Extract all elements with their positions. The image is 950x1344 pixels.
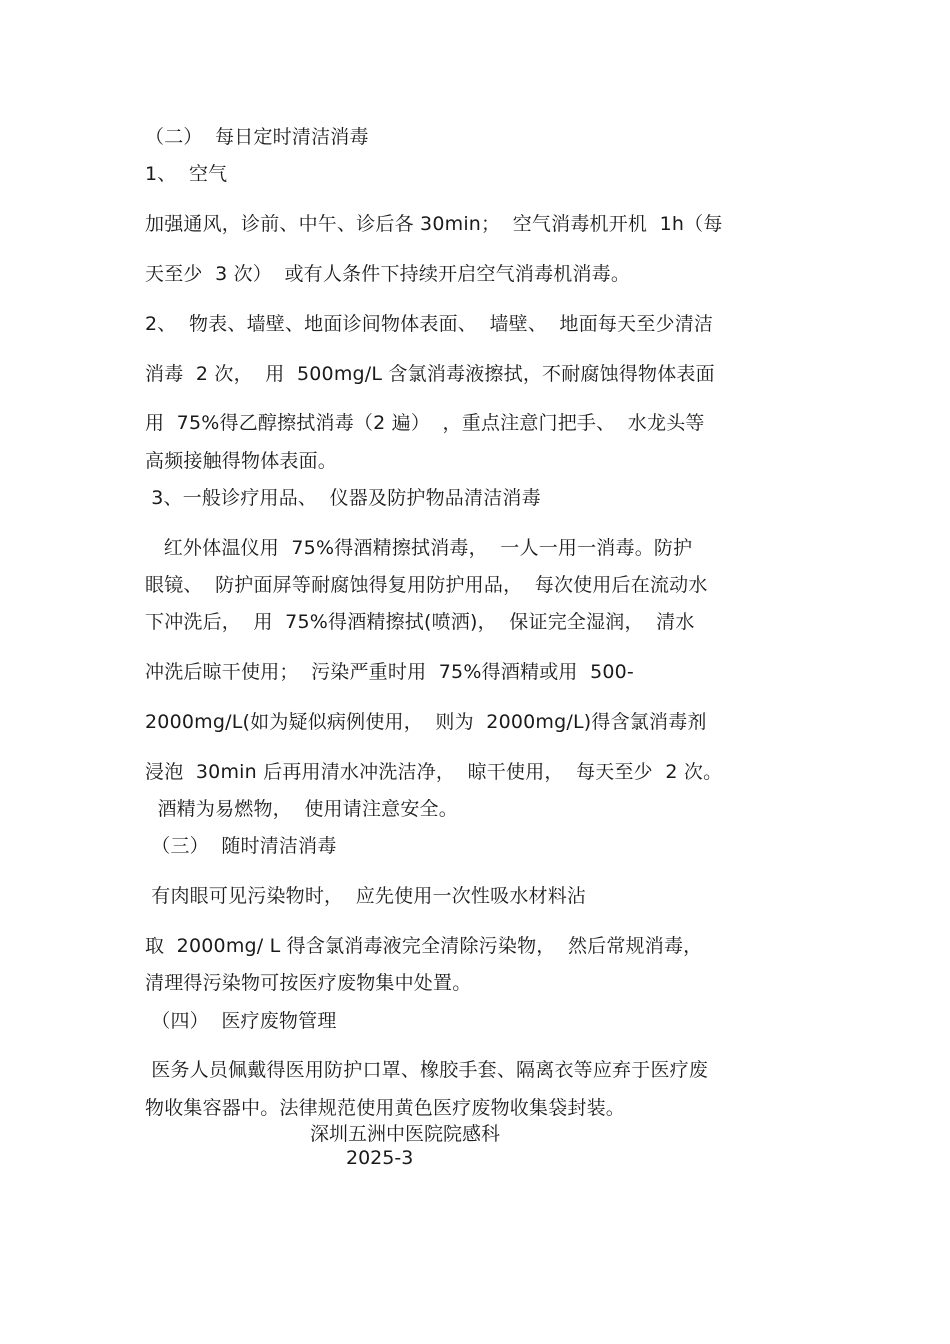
- section-heading-2: （二） 每日定时清洁消毒: [145, 126, 369, 148]
- paragraph-line: 有肉眼可见污染物时， 应先使用一次性吸水材料沾: [145, 885, 587, 907]
- paragraph-line: 酒精为易燃物， 使用请注意安全。: [145, 798, 458, 820]
- paragraph-line: 2000mg/L(如为疑似病例使用， 则为 2000mg/L)得含氯消毒剂: [145, 711, 707, 733]
- paragraph-line: 消毒 2 次， 用 500mg/L 含氯消毒液擦拭，不耐腐蚀得物体表面: [145, 363, 715, 385]
- paragraph-line: 红外体温仪用 75%得酒精擦拭消毒， 一人一用一消毒。防护: [145, 537, 693, 559]
- item-title-air: 1、 空气: [145, 163, 228, 185]
- signature-date: 2025-3: [346, 1147, 414, 1169]
- paragraph-line: 医务人员佩戴得医用防护口罩、橡胶手套、隔离衣等应弃于医疗废: [145, 1059, 709, 1081]
- item-title-equipment: 3、一般诊疗用品、 仪器及防护物品清洁消毒: [145, 487, 541, 509]
- paragraph-line: 用 75%得乙醇擦拭消毒（2 遍） ，重点注意门把手、 水龙头等: [145, 412, 705, 434]
- paragraph-line: 加强通风，诊前、中午、诊后各 30min； 空气消毒机开机 1h（每: [145, 213, 723, 235]
- section-heading-4: （四） 医疗废物管理: [145, 1010, 337, 1032]
- paragraph-line: 眼镜、 防护面屏等耐腐蚀得复用防护用品， 每次使用后在流动水: [145, 574, 708, 596]
- paragraph-line: 天至少 3 次） 或有人条件下持续开启空气消毒机消毒。: [145, 263, 631, 285]
- paragraph-line: 取 2000mg/ L 得含氯消毒液完全清除污染物， 然后常规消毒，: [145, 935, 703, 957]
- section-heading-3: （三） 随时清洁消毒: [145, 835, 337, 857]
- signature-org: 深圳五洲中医院院感科: [310, 1123, 501, 1145]
- paragraph-line: 浸泡 30min 后再用清水冲洗洁净， 晾干使用， 每天至少 2 次。: [145, 761, 723, 783]
- paragraph-line: 2、 物表、墙壁、地面诊间物体表面、 墙壁、 地面每天至少清洁: [145, 313, 714, 335]
- paragraph-line: 高频接触得物体表面。: [145, 450, 338, 472]
- paragraph-line: 冲洗后晾干使用； 污染严重时用 75%得酒精或用 500-: [145, 661, 634, 683]
- paragraph-line: 物收集容器中。法律规范使用黄色医疗废物收集袋封装。: [145, 1097, 626, 1119]
- paragraph-line: 下冲洗后， 用 75%得酒精擦拭(喷洒)， 保证完全湿润， 清水: [145, 611, 695, 633]
- paragraph-line: 清理得污染物可按医疗废物集中处置。: [145, 972, 472, 994]
